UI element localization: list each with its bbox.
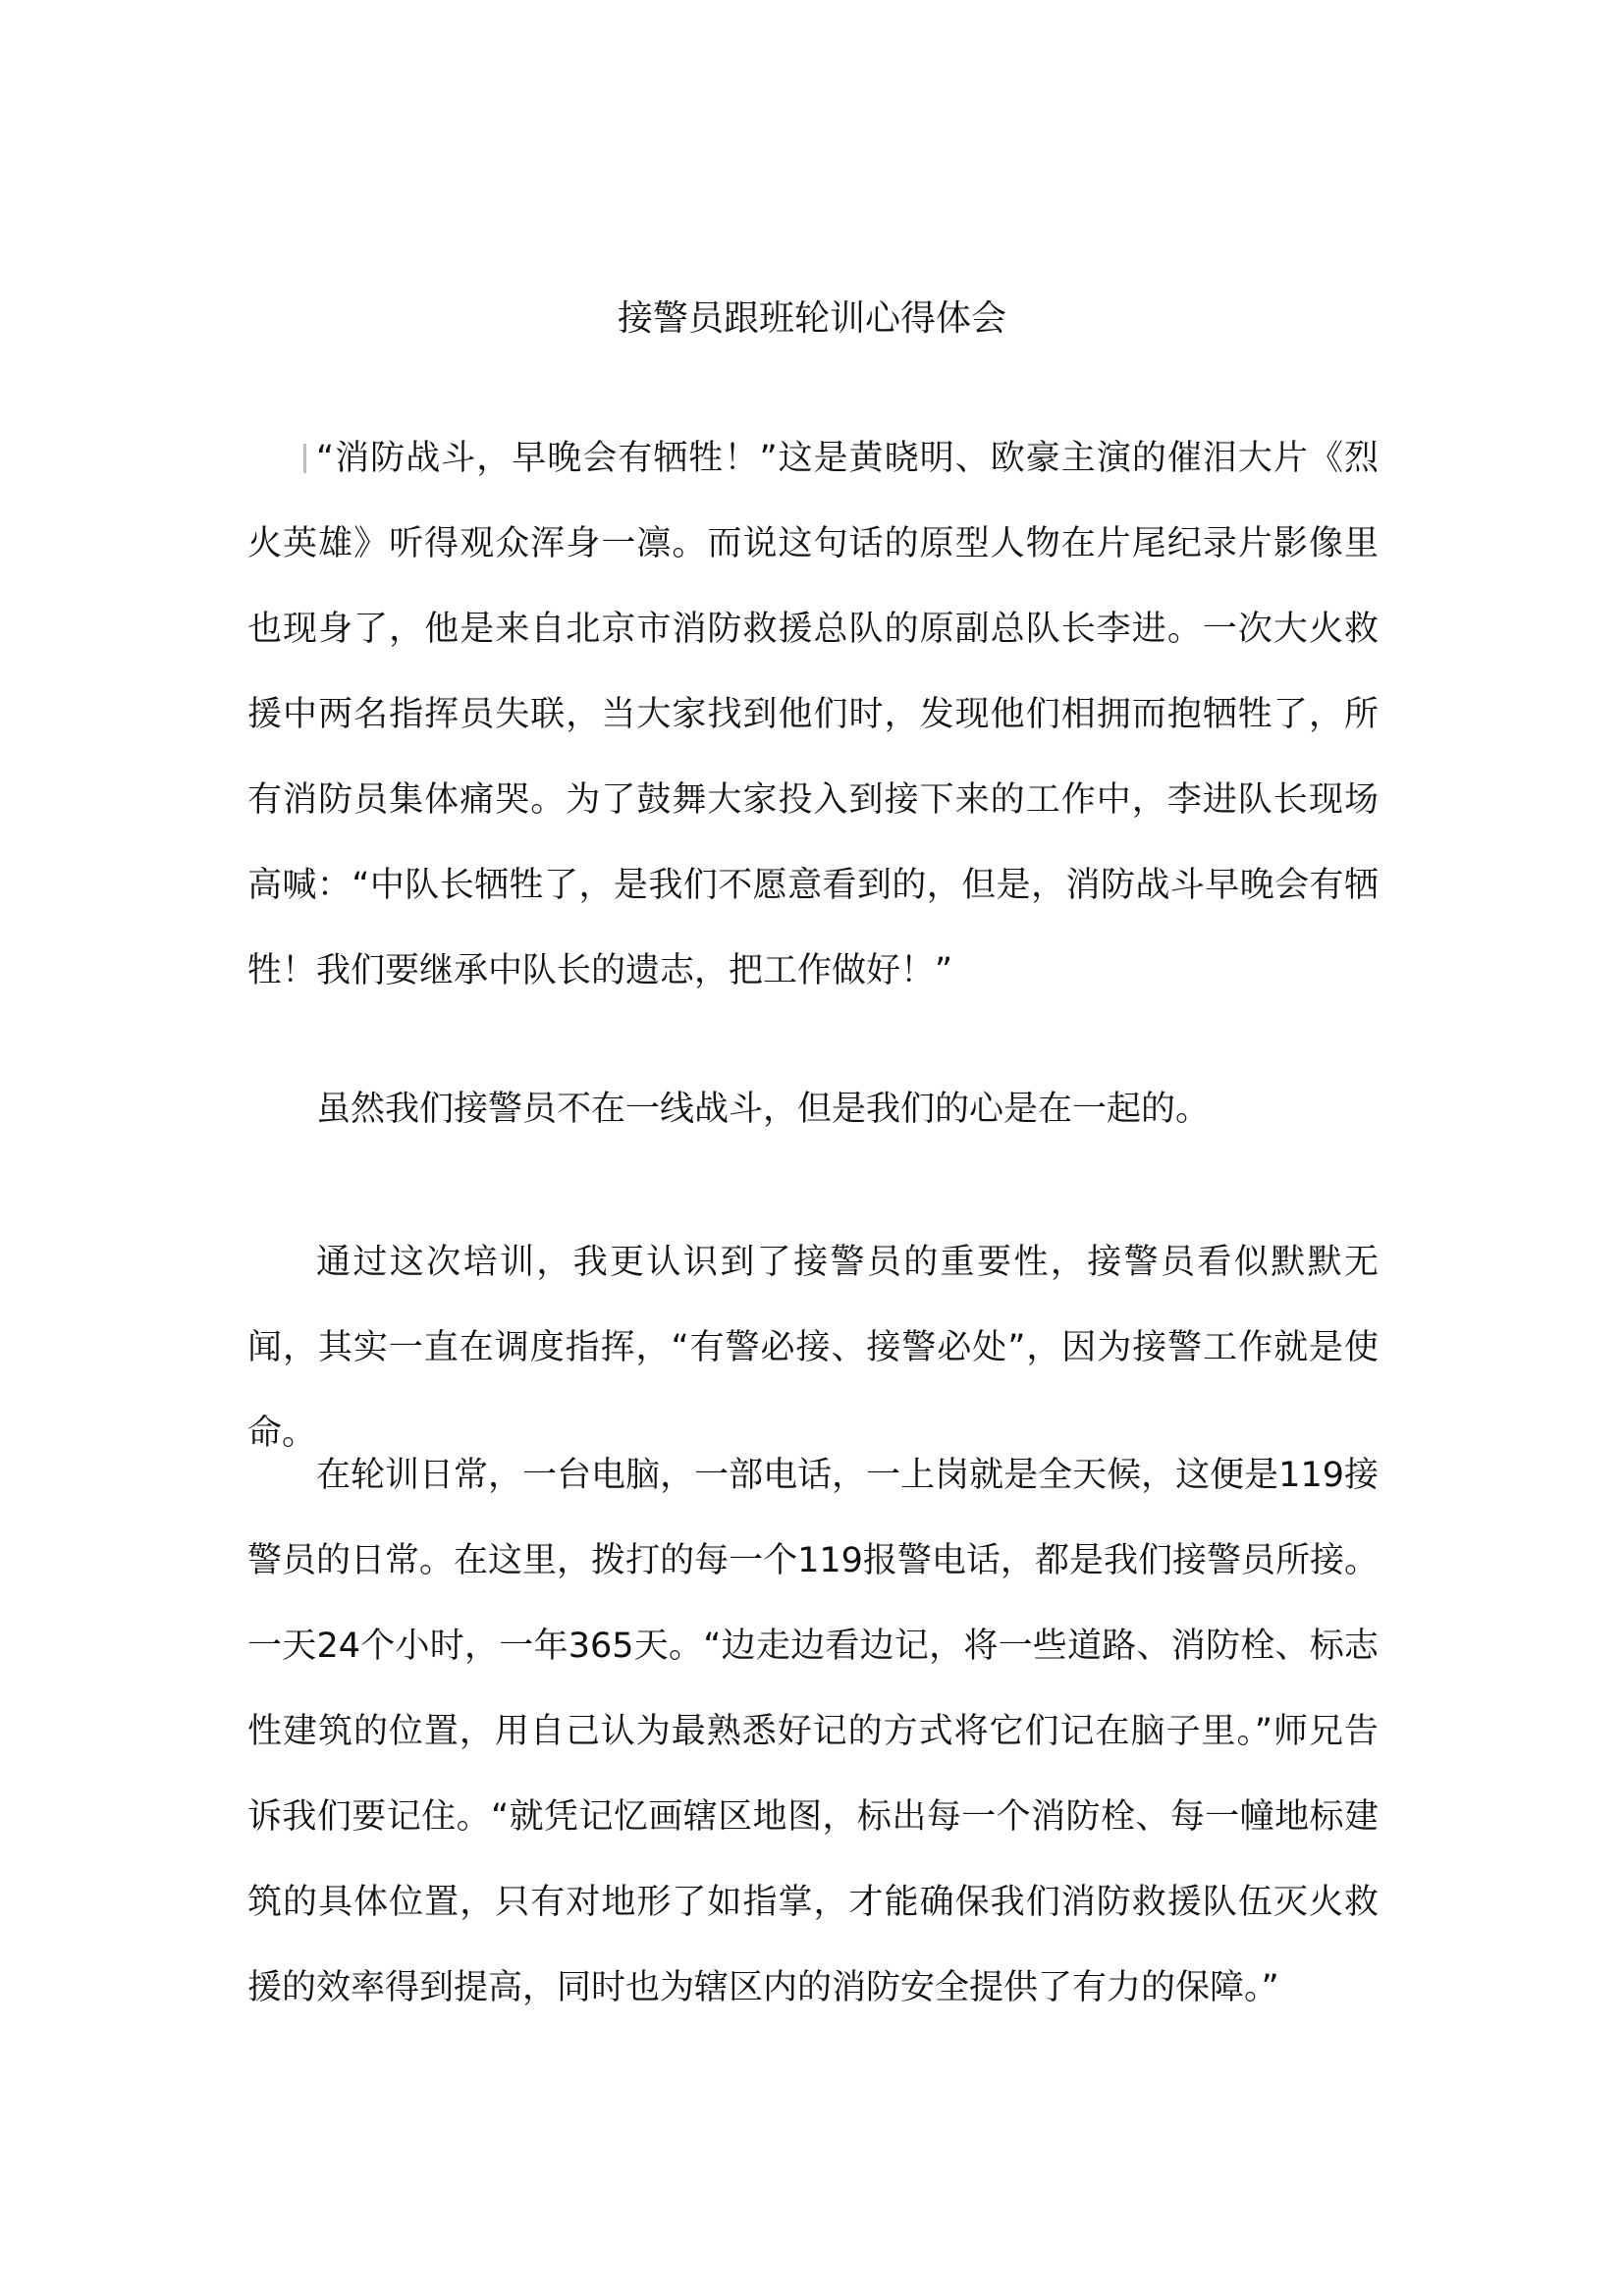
paragraph-3: 通过这次培训，我更认识到了接警员的重要性，接警员看似默默无闻，其实一直在调度指挥，“有警必接、接警必处”，因为接警工作就是使命。 xyxy=(247,1243,1379,1453)
document-title: 接警员跟班轮训心得体会 xyxy=(617,298,1006,339)
paragraph-1: “消防战斗，早晚会有牺牲！”这是黄晓明、欧豪主演的催泪大片《烈火英雄》听得观众浑身一凛。而说这句话的原型人物在片尾纪录片影像里也现身了，他是来自北京市消防救援总队的原副总队长李进。一次大火救援中两名指挥员失联，当大家找到他们时，发现他们相拥而抱牺牲了，所有消防员集体痛哭。为了鼓舞大家投入到接下来的工作中，李进队长现场高喊：“中队长牺牲了，是我们不愿意看到的，但是，消防战斗早晚会有牺牲！我们要继承中队长的遗志，把工作做好！” xyxy=(247,439,1379,990)
paragraph-4: 在轮训日常，一台电脑，一部电话，一上岗就是全天候，这便是119接警员的日常。在这里，拨打的每一个119报警电话，都是我们接警员所接。一天24个小时，一年365天。“边走边看边记，将一些道路、消防栓、标志性建筑的位置，用自己认为最熟悉好记的方式将它们记在脑子里。”师兄告诉我们要记住。“就凭记忆画辖区地图，标出每一个消防栓、每一幢地标建筑的具体位置，只有对地形了如指掌，才能确保我们消防救援队伍灭火救援的效率得到提高，同时也为辖区内的消防安全提供了有力的保障。” xyxy=(247,1456,1379,2007)
paragraph-2: 虽然我们接警员不在一线战斗，但是我们的心是在一起的。 xyxy=(316,1090,1211,1129)
